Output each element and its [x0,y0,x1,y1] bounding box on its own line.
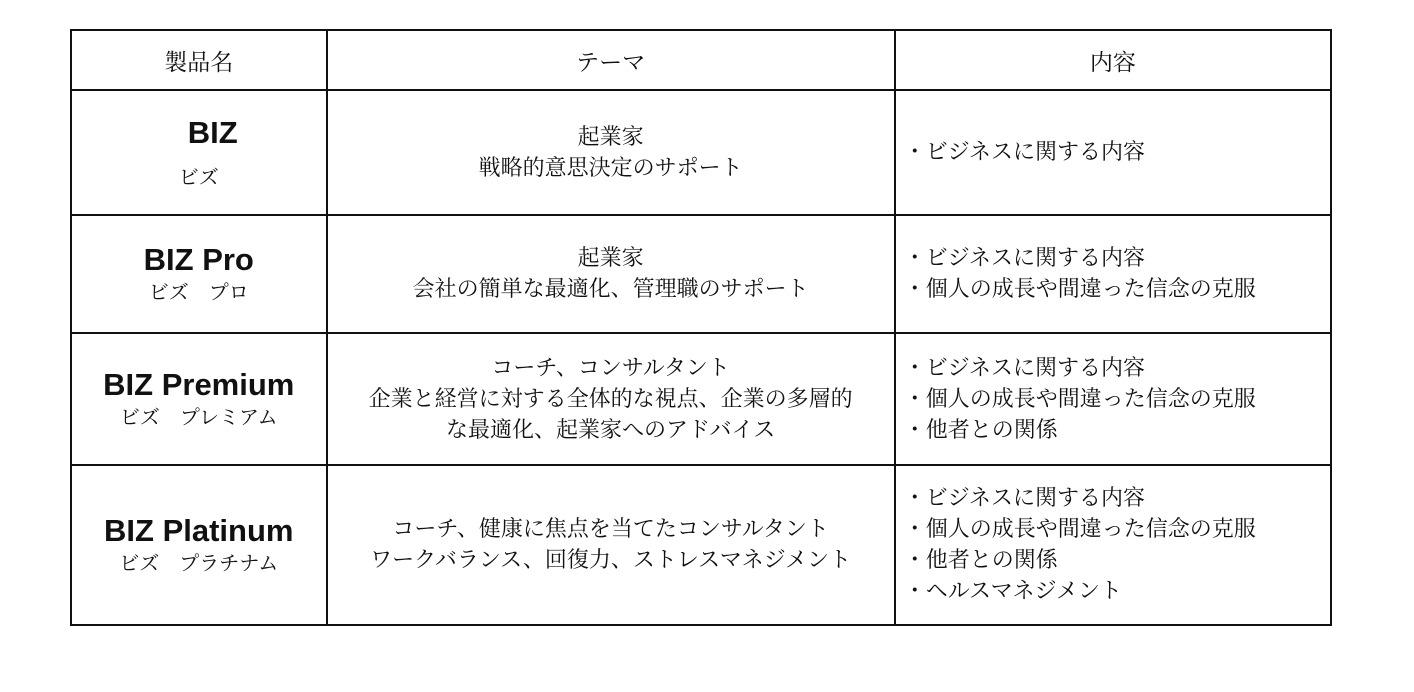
theme-line: 起業家 [577,246,644,271]
theme-line: 戦略的意思決定のサポート [478,155,743,181]
product-reading: ビズ プラチナム [119,551,279,575]
theme-line: 会社の簡単な最適化、管理職のサポート [412,277,809,302]
content-item: ・ビジネスに関する内容 [903,355,1146,381]
product-name-cell [71,90,327,215]
table-header-row [71,30,1331,90]
theme-line: 企業と経営に対する全体的な視点、企業の多層的 [368,386,853,412]
content-cell [895,465,1331,625]
content-item: ・ビジネスに関する内容 [903,140,1146,165]
product-name-cell [71,215,327,333]
theme-cell [327,465,895,625]
content-item: ・個人の成長や間違った信念の克服 [903,386,1256,412]
table-row [71,215,1331,333]
content-item: ・個人の成長や間違った信念の克服 [903,277,1256,302]
theme-cell [327,90,895,215]
content-item: ・他者との関係 [903,417,1058,443]
content-item: ・ビジネスに関する内容 [903,486,1146,511]
table-row [71,465,1331,625]
theme-line: コーチ、コンサルタント [491,355,730,381]
table-row [71,333,1331,465]
theme-line: な最適化、起業家へのアドバイス [445,417,776,443]
product-name-cell [71,465,327,625]
content-cell [895,333,1331,465]
content-cell [895,90,1331,215]
product-name: BIZ Pro [143,242,254,277]
theme-cell [327,333,895,465]
header-theme: テーマ [327,30,895,90]
theme-cell [327,215,895,333]
content-item: ・ビジネスに関する内容 [903,246,1146,271]
theme-line: コーチ、健康に焦点を当てたコンサルタント [392,517,829,542]
product-name: BIZ [187,114,238,150]
product-name: BIZ Premium [103,367,295,402]
product-name: BIZ Platinum [104,513,294,548]
product-reading: ビズ プレミアム [119,405,278,429]
table-row [71,90,1331,215]
content-item: ・ヘルスマネジメント [903,579,1122,604]
product-reading: ビズ [178,164,219,189]
theme-line: 起業家 [577,124,644,150]
content-item: ・他者との関係 [903,548,1058,573]
product-reading: ビズ プロ [148,280,249,304]
content-item: ・個人の成長や間違った信念の克服 [903,517,1256,542]
content-cell [895,215,1331,333]
product-name-cell [71,333,327,465]
header-content: 内容 [895,30,1331,90]
header-product-name: 製品名 [71,30,327,90]
theme-line: ワークバランス、回復力、ストレスマネジメント [370,548,852,573]
product-comparison-table [70,29,1332,626]
